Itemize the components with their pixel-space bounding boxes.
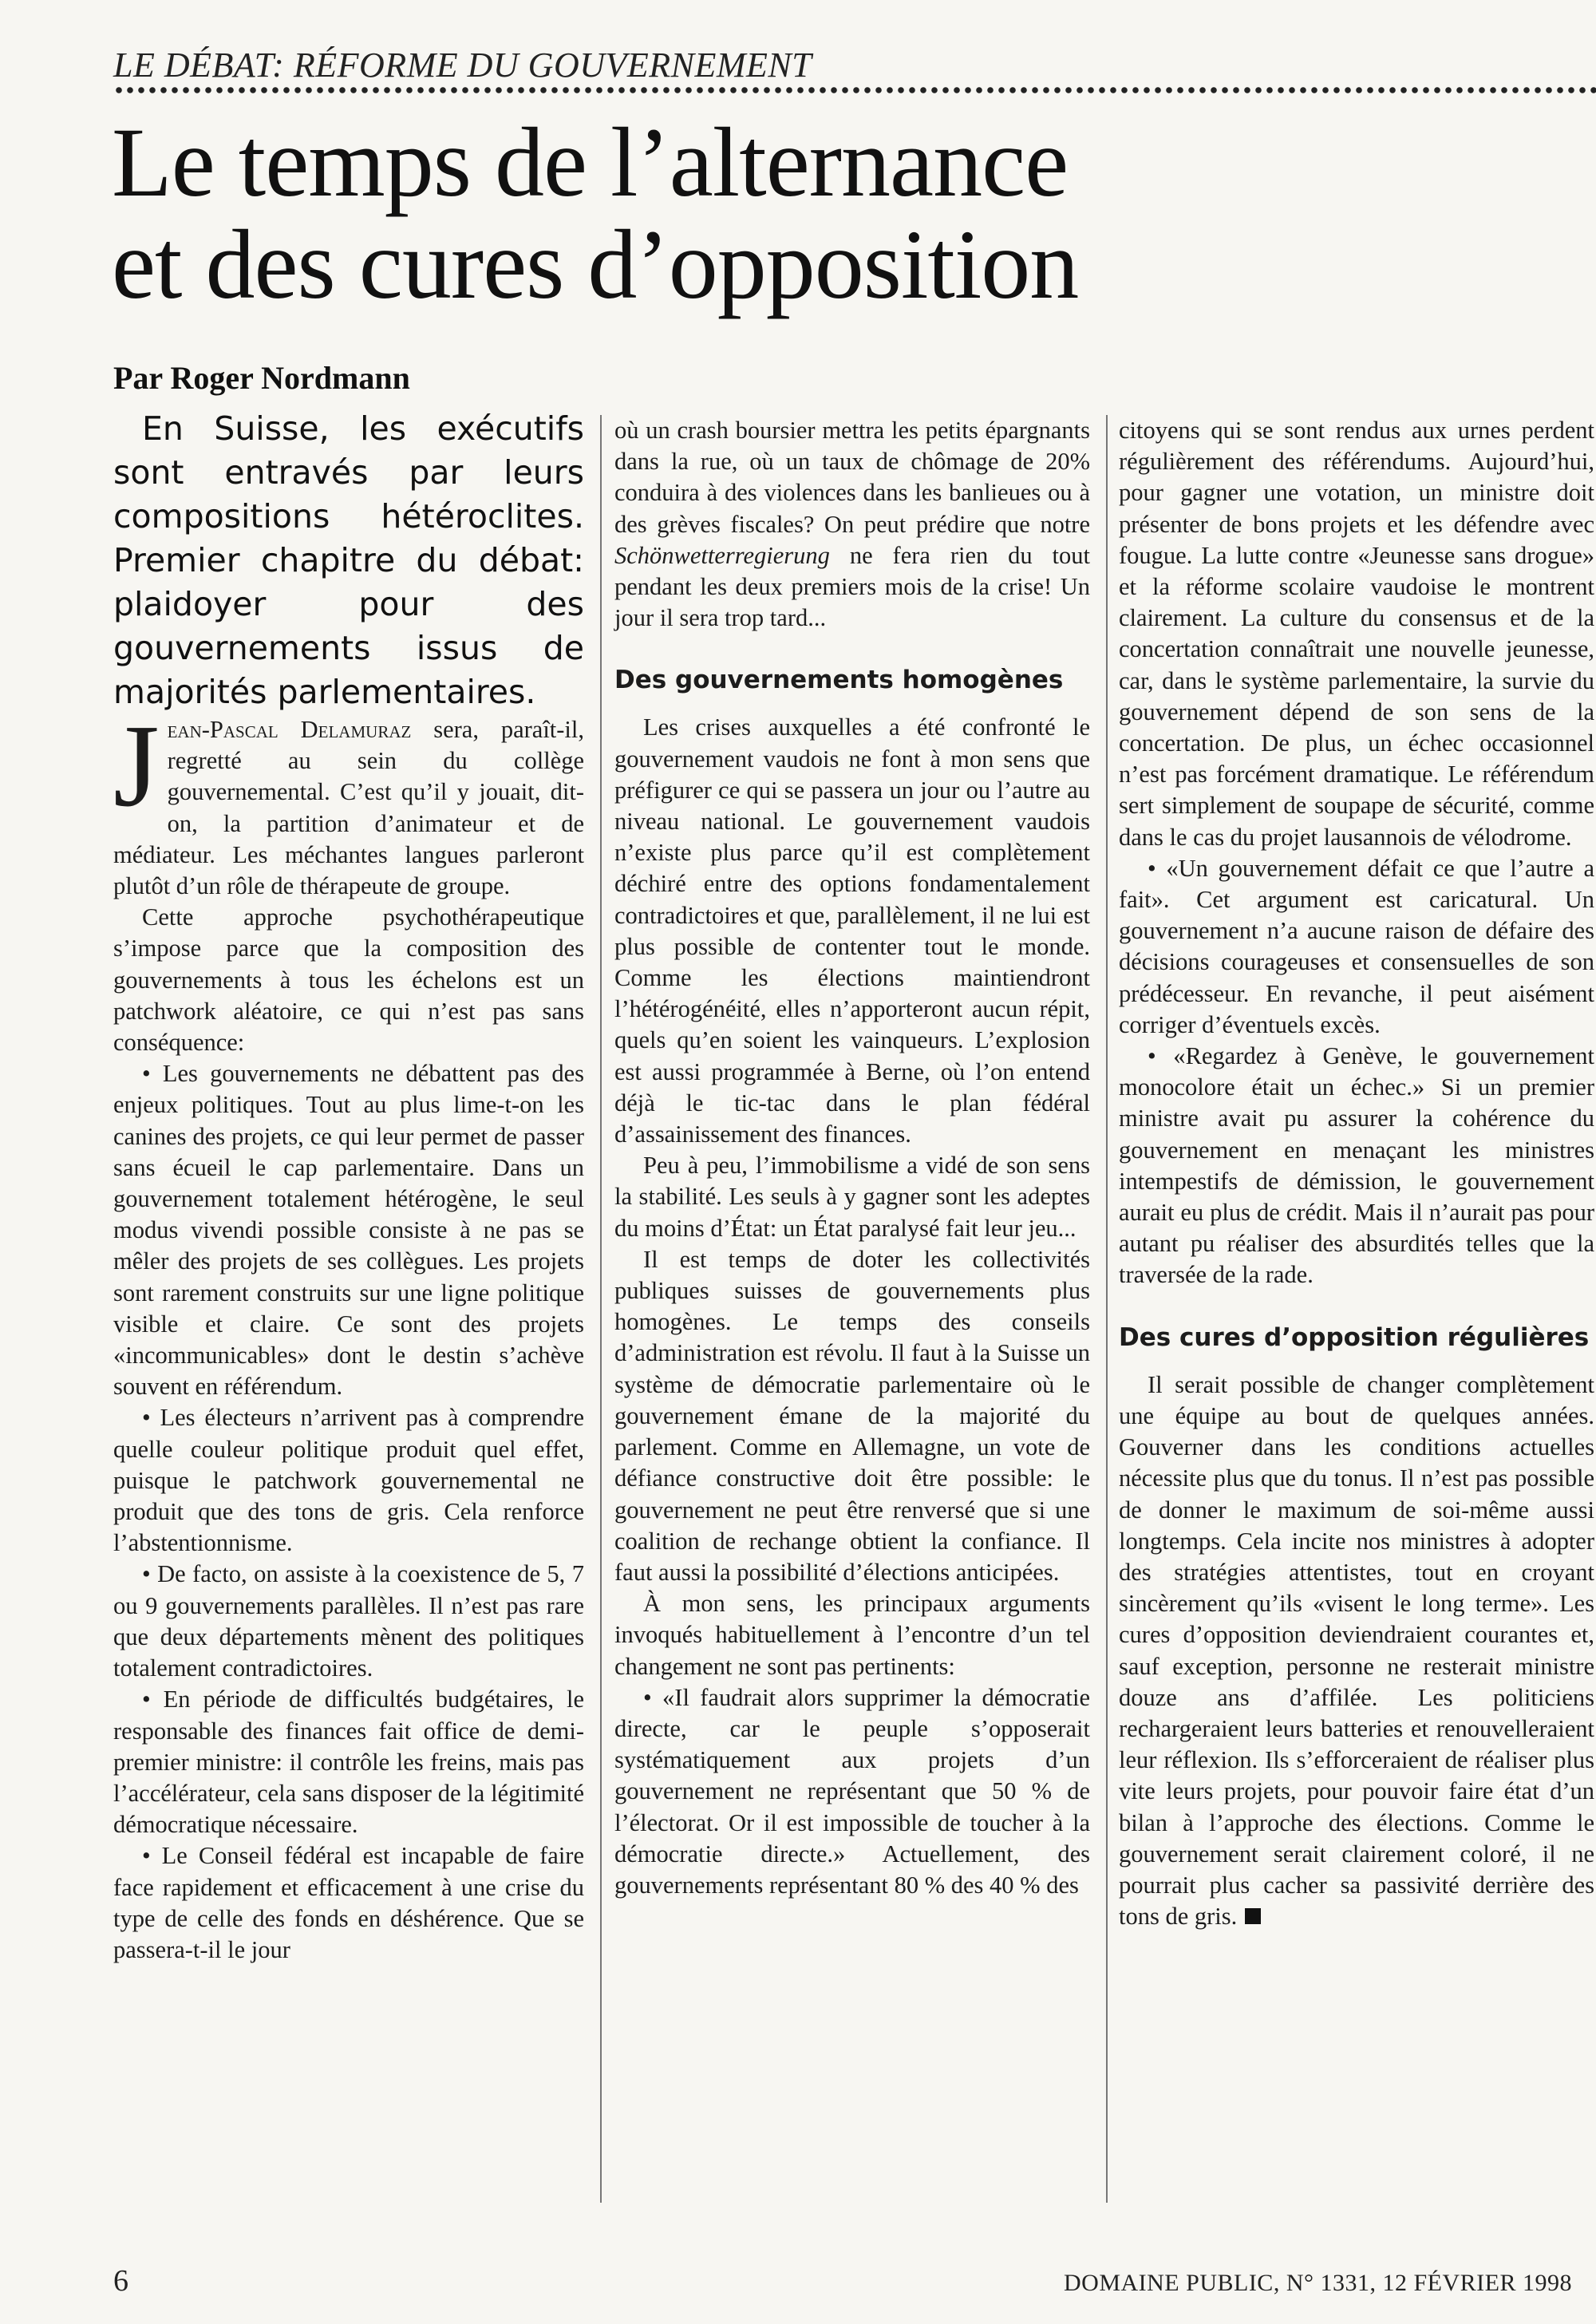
paragraph-text: sera, paraît-il, regretté au sein du collège gouvernemental. C’est qu’il y jouait, dit-on, la partition d’animateur et de médiateur. Les méchantes langues parleront plutôt d’un rôle de thérapeute de groupe. [113, 716, 585, 900]
paragraph-text: ne fera rien du tout pendant les deux premiers mois de la crise! Un jour il sera trop tard... [614, 541, 1090, 632]
bullet-paragraph: • En période de difficultés budgétaires, le responsable des finances fait office de demi-premier ministre: il contrôle les freins, mais pas l’accélérateur, cela sans disposer de la légitimité démocratique nécessaire. [113, 1686, 584, 1839]
headline-line-1: Le temps de l’alternance [112, 108, 1069, 217]
paragraph: Cette approche psychothérapeutique s’impose parce que la composition des gouvernements à tous les échelons est un patchwork aléatoire, ce qui n’est pas sans conséquence: [113, 903, 584, 1057]
bullet-paragraph: • «Il faudrait alors supprimer la démocratie directe, car le peuple s’opposerait systématiquement aux projets d’un gouvernement ne représentant que 50 % de l’électorat. Or il est impossible de toucher à la démocratie directe.» Actuellement, des gouvernements représentant 80 % des 40 % des [614, 1683, 1090, 1899]
column-rule-1 [600, 415, 602, 2203]
lead-paragraph: En Suisse, les exécutifs sont entravés par leurs compositions hétéroclites. Premier chapitre du débat: plaidoyer pour des gouvernements issus de majorités parlementaires. [113, 409, 584, 711]
column-2 [614, 415, 1090, 1901]
paragraph: À mon sens, les principaux arguments invoqués habituellement à l’encontre d’un tel changement ne sont pas pertinents: [614, 1590, 1090, 1680]
column-1 [113, 407, 584, 1966]
column-3 [1119, 415, 1594, 1932]
page-number: 6 [113, 2264, 128, 2298]
subhead: Des cures d’opposition régulières [1119, 1322, 1590, 1352]
byline: Par Roger Nordmann [113, 360, 410, 396]
italic-term: Schönwetterregierung [614, 541, 830, 569]
subhead: Des gouvernements homogènes [614, 666, 1064, 695]
bullet-paragraph: • De facto, on assiste à la coexistence de 5, 7 ou 9 gouvernements parallèles. Il n’est pas rare que deux départements mènent des politiques totalement contradictoires. [113, 1560, 584, 1682]
dotted-rule [113, 86, 1596, 94]
bullet-paragraph: • «Regardez à Genève, le gouvernement monocolore était un échec.» Si un premier ministre avait pu assurer la cohérence du gouvernement en menaçant les ministres intempestifs de démission, le gouvernement aurait eu plus de crédit. Mais il n’aurait pas pour autant pu réaliser des absurdités telles que la traversée de la rade. [1119, 1042, 1594, 1289]
paragraph-text: Il serait possible de changer complètement une équipe au bout de quelques années. Gouverner dans les conditions actuelles nécessite plus que du tonus. Il n’est pas possible de donner le maximum de soi-même aussi longtemps. Cela incite nos ministres à adopter des stratégies attentistes, tout en croyant sincèrement qu’ils «visent le long terme». Les cures d’opposition deviendraient courantes et, sauf exception, personne ne resterait ministre douze ans d’affilée. Les politiciens rechargeraient leurs batteries et renouvelleraient leur réflexion. Ils s’efforceraient de réaliser plus vite leurs projets, pour pouvoir faire état d’un bilan à l’approche des élections. Comme le gouvernement serait clairement coloré, il ne pourrait plus cacher sa passivité derrière des tons de gris. [1119, 1370, 1594, 1931]
paragraph [1119, 1370, 1594, 1933]
end-mark-icon [1245, 1908, 1261, 1924]
column-rule-2 [1106, 415, 1108, 2203]
paragraph [113, 701, 585, 902]
paragraph: Peu à peu, l’immobilisme a vidé de son sens la stabilité. Les seuls à y gagner sont les adeptes du moins d’État: un État paralysé fait leur jeu... [614, 1152, 1090, 1242]
bullet-paragraph: • Les électeurs n’arrivent pas à comprendre quelle couleur politique produit quel effet, puisque le patchwork gouvernemental ne produit que des tons de gris. Cela renforce l’abstentionnisme. [113, 1404, 584, 1557]
paragraph: citoyens qui se sont rendus aux urnes perdent régulièrement des référendums. Aujourd’hui, pour gagner une votation, un ministre doit présenter de bons projets et les défendre avec fougue. La lutte contre «Jeunesse sans drogue» et la réforme scolaire vaudoise le montrent clairement. La culture du consensus et de la concertation connaîtrait une nouvelle jeunesse, car, dans le système parlementaire, la survie du gouvernement dépend de son sens de la concertation. De plus, un échec occasionnel n’est pas forcément dramatique. Le référendum sert simplement de soupape de sécurité, comme dans le cas du projet lausannois de vélodrome. [1119, 417, 1594, 851]
paragraph [614, 415, 1090, 634]
name-small-caps: ean-Pascal Delamuraz [167, 716, 412, 743]
drop-cap: J [113, 701, 160, 832]
headline-line-2: et des cures d’opposition [112, 210, 1079, 319]
bullet-paragraph: • Le Conseil fédéral est incapable de faire face rapidement et efficacement à une crise du type de celle des fonds en déshérence. Que se passera-t-il le jour [113, 1842, 584, 1963]
issue-info: DOMAINE PUBLIC, N° 1331, 12 FÉVRIER 1998 [1063, 2270, 1572, 2296]
bullet-paragraph: • Les gouvernements ne débattent pas des enjeux politiques. Tout au plus lime-t-on les canines des projets, ce qui leur permet de passer sans écueil le cap parlementaire. Dans un gouvernement totalement hétérogène, le seul modus vivendi possible consiste à ne pas se mêler des projets de ses collègues. Les projets sont rarement construits sur une ligne politique visible et claire. Ce sont des projets «incommunicables» dont le destin s’achève souvent en référendum. [113, 1060, 584, 1401]
paragraph: Les crises auxquelles a été confronté le gouvernement vaudois ne font à mon sens que préfigurer ce qui se passera un jour ou l’autre au niveau national. Le gouvernement vaudois n’existe plus parce qu’il est complètement déchiré entre des options fondamentalement contradictoires et que, parallèlement, il ne lui est plus possible de contenter tout le monde. Comme les élections maintiendront l’hétérogénéité, elles n’apporteront aucun répit, quels qu’en soient les vainqueurs. L’explosion est aussi programmée à Berne, où l’on entend déjà le tic-tac dans le plan fédéral d’assainissement des finances. [614, 713, 1090, 1148]
bullet-paragraph: • «Un gouvernement défait ce que l’autre a fait». Cet argument est caricatural. Un gouvernement n’a aucune raison de défaire des décisions courageuses et consensuelles de son prédécesseur. En revanche, il peut aisément corriger d’éventuels excès. [1119, 854, 1594, 1038]
paragraph: Il est temps de doter les collectivités publiques suisses de gouvernements plus homogènes. Le temps des conseils d’administration est révolu. Il faut à la Suisse un système de démocratie parlementaire où le gouvernement émane de la majorité du parlement. Comme en Allemagne, un vote de défiance constructive doit être possible: le gouvernement ne peut être renversé que si une coalition de rechange obtient la confiance. Il faut aussi la possibilité d’élections anticipées. [614, 1245, 1090, 1586]
paragraph-text: où un crash boursier mettra les petits épargnants dans la rue, où un taux de chômage de 20% conduira à des violences dans les banlieues ou à des grèves fiscales? On peut prédire que notre [614, 417, 1090, 538]
kicker: LE DÉBAT: RÉFORME DU GOUVERNEMENT [113, 45, 812, 85]
headline [112, 108, 1229, 319]
